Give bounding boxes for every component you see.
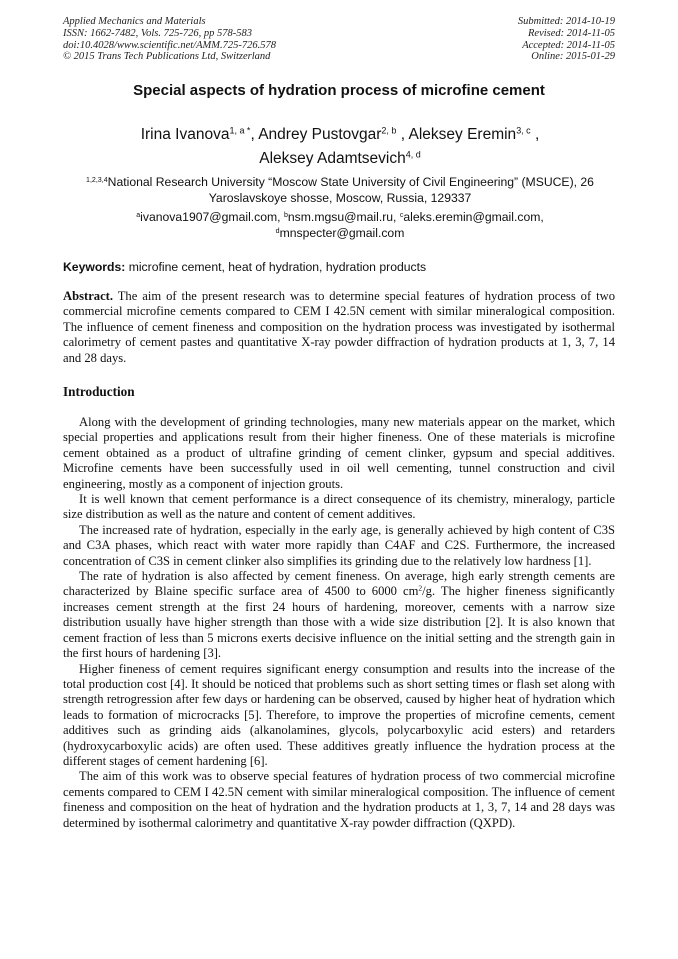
section-heading-introduction: Introduction xyxy=(63,384,135,399)
email-marker: c xyxy=(399,211,404,219)
journal-name: Applied Mechanics and Materials xyxy=(63,16,206,27)
journal-copyright: © 2015 Trans Tech Publications Ltd, Switzerland xyxy=(63,51,271,63)
author-emails xyxy=(60,210,620,241)
email-link[interactable]: aleks.eremin@gmail.com, xyxy=(403,210,544,224)
paragraph-text: The rate of hydration is also affected by cement fineness. On average, high early strength cements are characterized by Blaine specific surface area of 4500 to 6000 cm xyxy=(63,569,615,599)
paragraph: It is well known that cement performance is a direct consequence of its chemistry, mineralogy, particle size distribution as well as the nature and content of cement additives. xyxy=(63,492,615,522)
unit-superscript: 2 xyxy=(418,583,423,593)
date-submitted: Submitted: 2014-10-19 xyxy=(517,16,615,27)
paper-title: Special aspects of hydration process of microfine cement xyxy=(133,82,545,99)
journal-issn: ISSN: 1662-7482, Vols. 725-726, pp 578-583 xyxy=(63,27,252,39)
date-accepted: Accepted: 2014-11-05 xyxy=(522,39,615,51)
author-list xyxy=(60,123,620,171)
author-name: Andrey Pustovgar xyxy=(258,126,382,143)
email-marker: b xyxy=(283,211,288,219)
author-name: Irina Ivanova xyxy=(140,126,230,143)
abstract xyxy=(63,289,615,366)
paragraph: The aim of this work was to observe special features of hydration process of two commercial microfine cements compared to CEM I 42.5N cement with similar mineralogical composition. The influence of cement fineness and composition on the heat of hydration and the hydration products at 1, 3, 7, 14 and 28 days was determined by isothermal calorimetry and quantitative X-ray powder diffraction (QXPD). xyxy=(63,769,615,830)
author-name: Aleksey Adamtsevich xyxy=(259,150,406,167)
affiliation xyxy=(60,175,620,206)
abstract-text: The aim of the present research was to determine special features of hydration process of two commercial microfine cements compared to CEM I 42.5N cement with similar mineralogical composition. The influence of cement fineness and composition on the hydration process was investigated by isothermal calorimetry of cement pastes and quantitative X-ray powder diffraction of hydration products at 1, 3, 7, 14 and 28 days. xyxy=(63,289,615,365)
paragraph xyxy=(63,569,615,661)
keywords-label: Keywords: xyxy=(63,260,126,274)
author-affiliation-marker: 1, a * xyxy=(229,125,251,136)
paragraph: Along with the development of grinding technologies, many new materials appear on the market, which special properties and applications result from their higher fineness. One of these materials is microfine cement obtained as a product of ultrafine grinding of cement clinker, gypsum and special additives. Microfine cements have been successfully used in oil well cementing, tunnel construction and civil engineering, mostly as a component of injection grouts. xyxy=(63,415,615,491)
email-link[interactable]: mnspecter@gmail.com xyxy=(279,225,405,240)
author-separator: , xyxy=(530,126,540,143)
author-separator: , xyxy=(250,126,259,143)
paragraph-text: /g. The higher fineness significantly increases cement strength at the first 24 hours of hardening, moreover, cements with a narrow size distribution usually have higher strength than those with a wide size distribution [2]. It is also known that cement fraction of less than 5 microns exerts decisive influence on the initial setting and the strength gain in the first hours of hardening [3]. xyxy=(63,584,615,661)
journal-doi: doi:10.4028/www.scientific.net/AMM.725-726.578 xyxy=(63,39,276,51)
date-revised: Revised: 2014-11-05 xyxy=(528,27,615,39)
journal-info xyxy=(63,16,276,63)
date-online: Online: 2015-01-29 xyxy=(531,51,615,63)
author-affiliation-marker: 2, b xyxy=(381,125,397,136)
author-affiliation-marker: 3, c xyxy=(516,125,531,136)
email-link[interactable]: ivanova1907@gmail.com, xyxy=(140,210,284,224)
email-link[interactable]: nsm.mgsu@mail.ru, xyxy=(287,210,400,224)
keywords-text: microfine cement, heat of hydration, hydration products xyxy=(125,260,427,274)
paragraph: Higher fineness of cement requires significant energy consumption and results into the increase of the total production cost [4]. It should be noticed that problems such as short setting times or flash set along with strength retrogression after few days or hardening can be observed, caused by higher heat of hydration which leads to formation of microcracks [5]. Therefore, to improve the properties of microfine cements, cement additives such as grinding aids (alkanolamines, glycols, polycarboxylic acid esters) and retarders (hydroxycarboxylic acids) are often used. These additives greatly influence the hydration process at the different stages of cement hardening [6]. xyxy=(63,661,615,768)
email-marker: a xyxy=(136,211,141,219)
author-name: Aleksey Eremin xyxy=(408,126,517,143)
keywords xyxy=(63,260,615,274)
publication-dates xyxy=(518,16,615,63)
email-marker: d xyxy=(275,227,280,235)
affiliation-text: National Research University “Moscow State University of Civil Engineering” (MSUCE), 26 Yaroslavskoye shosse, Moscow, Russia, 129337 xyxy=(107,175,594,205)
introduction-body xyxy=(63,415,615,831)
abstract-label: Abstract. xyxy=(63,289,114,303)
author-separator: , xyxy=(396,126,409,143)
affiliation-marker: 1,2,3,4 xyxy=(86,176,108,184)
paragraph: The increased rate of hydration, especially in the early age, is generally achieved by high content of C3S and C3A phases, which react with water more rapidly than C4AF and C2S. Furthermore, the increased concentration of C3S in cement clinker also simplifies its grinding due to the relatively low hardness [1]. xyxy=(63,522,615,568)
author-affiliation-marker: 4, d xyxy=(405,149,421,160)
